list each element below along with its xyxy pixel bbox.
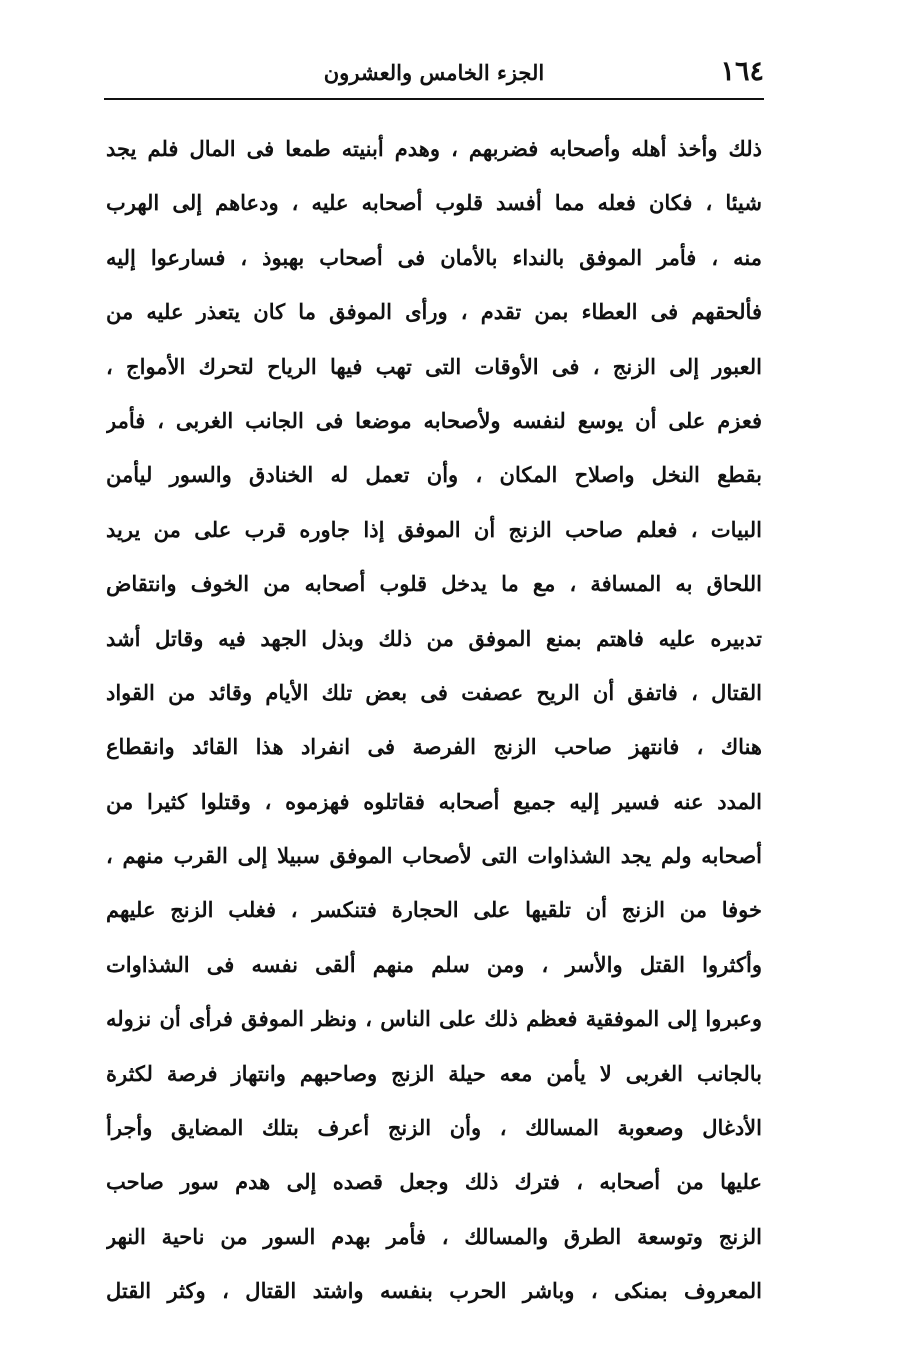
body-text <box>106 122 762 1319</box>
text-line: عليها من أصحابه ، فترك ذلك وجعل قصده إلى هدم سور صاحب <box>106 1169 762 1195</box>
text-line: فعزم على أن يوسع لنفسه ولأصحابه موضعا فى الجانب الغربى ، فأمر <box>106 407 762 433</box>
page-header <box>104 52 764 96</box>
text-line: وأكثروا القتل والأسر ، ومن سلم منهم ألقى نفسه فى الشذاوات <box>106 951 762 977</box>
text-line: هناك ، فانتهز صاحب الزنج الفرصة فى انفراد هذا القائد وانقطاع <box>106 734 762 760</box>
header-rule <box>104 98 764 100</box>
text-line: منه ، فأمر الموفق بالنداء بالأمان فى أصحاب بهبوذ ، فسارعوا إليه <box>106 244 762 270</box>
text-line: بقطع النخل واصلاح المكان ، وأن تعمل له الخنادق والسور ليأمن <box>106 462 762 488</box>
text-line: الأدغال وصعوبة المسالك ، وأن الزنج أعرف بتلك المضايق وأجرأ <box>106 1115 762 1141</box>
text-line: ذلك وأخذ أهله وأصحابه فضربهم ، وهدم أبنيته طمعا فى المال فلم يجد <box>106 136 762 161</box>
text-line: خوفا من الزنج أن تلقيها على الحجارة فتنكسر ، فغلب الزنج عليهم <box>106 897 762 923</box>
text-line: القتال ، فاتفق أن الريح عصفت فى بعض تلك الأيام وقائد من القواد <box>106 679 762 705</box>
text-line: شيئا ، فكان فعله مما أفسد قلوب أصحابه عليه ، ودعاهم إلى الهرب <box>106 190 762 216</box>
text-line: الزنج وتوسعة الطرق والمسالك ، فأمر بهدم السور من ناحية النهر <box>106 1223 762 1249</box>
page-number: ١٦٤ <box>720 56 764 87</box>
text-line: العبور إلى الزنج ، فى الأوقات التى تهب فيها الرياح لتحرك الأمواج ، <box>106 353 762 379</box>
text-line: بالجانب الغربى لا يأمن معه حيلة الزنج وصاحبهم وانتهاز فرصة لكثرة <box>106 1060 762 1086</box>
text-line: المعروف بمنكى ، وباشر الحرب بنفسه واشتد القتال ، وكثر القتل <box>106 1278 762 1304</box>
text-line: فألحقهم فى العطاء بمن تقدم ، ورأى الموفق ما كان يتعذر عليه من <box>106 299 762 325</box>
text-line: وعبروا إلى الموفقية فعظم ذلك على الناس ، ونظر الموفق فرأى أن نزوله <box>106 1006 762 1032</box>
text-line: تدبيره عليه فاهتم بمنع الموفق من ذلك وبذل الجهد فيه وقاتل أشد <box>106 625 762 651</box>
text-line: أصحابه ولم يجد الشذاوات التى لأصحاب الموفق سبيلا إلى القرب منهم ، <box>106 843 762 869</box>
text-line: اللحاق به المسافة ، مع ما يدخل قلوب أصحابه من الخوف وانتقاض <box>106 571 762 597</box>
running-head: الجزء الخامس والعشرون <box>323 60 545 85</box>
text-line: المدد عنه فسير إليه جميع أصحابه فقاتلوه فهزموه ، وقتلوا كثيرا من <box>106 788 762 814</box>
text-line: البيات ، فعلم صاحب الزنج أن الموفق إذا جاوره قرب على من يريد <box>106 516 762 542</box>
